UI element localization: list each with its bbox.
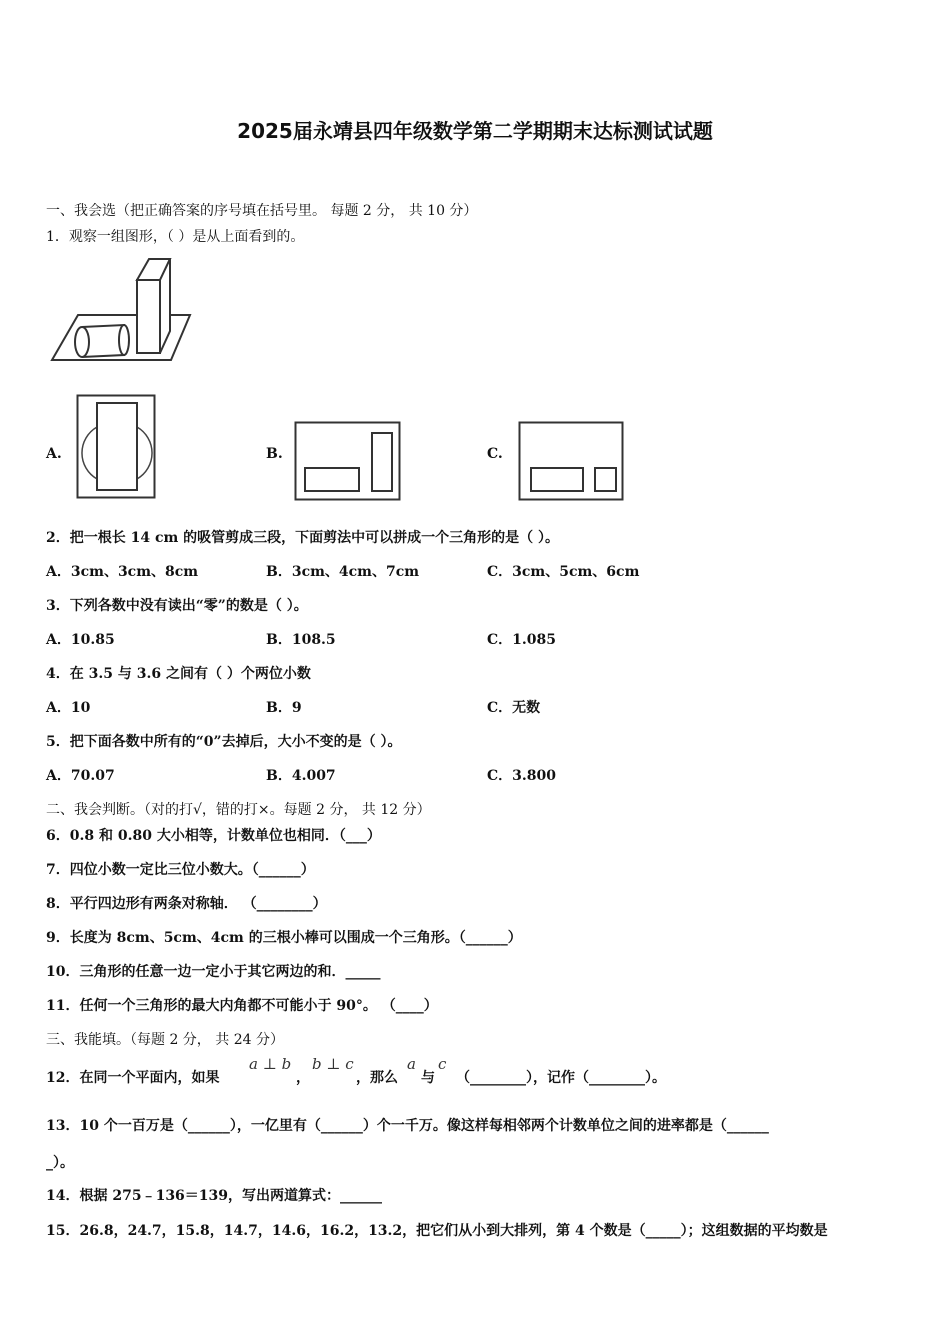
q3-option-c: C．1.085 [487, 632, 556, 648]
question-9: 9．长度为 8cm、5cm、4cm 的三根小棒可以围成一个三角形。（______） [46, 930, 522, 946]
question-3: 3．下列各数中没有读出“零”的数是（ ）。 [46, 598, 308, 614]
q12-suffix: （________），记作（________）。 [456, 1070, 666, 1086]
question-7: 7．四位小数一定比三位小数大。（______） [46, 862, 315, 878]
question-4: 4．在 3.5 与 3.6 之间有（ ）个两位小数 [46, 666, 311, 682]
question-5: 5．把下面各数中所有的“0”去掉后，大小不变的是（ ）。 [46, 734, 402, 750]
question-13-line-2: _）。 [46, 1155, 74, 1171]
question-13-line-1: 13．10 个一百万是（______），一亿里有（______）个一千万。像这样每相邻两个计数单位之间的进率都是（______ [46, 1118, 769, 1134]
q2-option-c: C．3cm、5cm、6cm [487, 564, 640, 580]
q12-yu: 与 [421, 1070, 435, 1086]
q2-option-a: A．3cm、3cm、8cm [46, 564, 199, 580]
question-14: 14．根据 275﹣136＝139，写出两道算式：______ [46, 1188, 383, 1204]
q3-option-a: A．10.85 [46, 632, 115, 648]
question-15: 15．26.8，24.7，15.8，14.7，14.6，16.2，13.2，把它们从小到大排列，第 4 个数是（_____）；这组数据的平均数是 [46, 1223, 828, 1239]
q12-separator: ， [296, 1070, 310, 1086]
q1-option-b-label: B. [266, 446, 283, 462]
q5-option-c: C．3.800 [487, 768, 556, 784]
q1-option-a-label: A. [46, 446, 62, 462]
q12-then: ，那么 [356, 1070, 398, 1086]
question-1: 1．观察一组图形，（ ）是从上面看到的。 [46, 229, 305, 245]
section-2-heading: 二、我会判断。（对的打√，错的打×。每题 2 分， 共 12 分） [46, 802, 431, 818]
q3-option-b: B．108.5 [266, 632, 336, 648]
q4-option-c: C．无数 [487, 700, 541, 716]
page-title: 2025届永靖县四年级数学第二学期期末达标测试试题 [237, 119, 713, 143]
q5-option-b: B．4.007 [266, 768, 336, 784]
question-10: 10．三角形的任意一边一定小于其它两边的和．_____ [46, 964, 381, 980]
q2-option-b: B．3cm、4cm、7cm [266, 564, 420, 580]
q12-math-b-perp-c: b ⊥ c [312, 1055, 354, 1073]
q1-option-a-figure [76, 394, 158, 500]
q12-math-a: a [407, 1055, 416, 1073]
question-6: 6．0.8 和 0.80 大小相等，计数单位也相同．（___） [46, 828, 381, 844]
question-12-prefix: 12．在同一个平面内，如果 [46, 1070, 220, 1086]
section-3-heading: 三、我能填。（每题 2 分， 共 24 分） [46, 1032, 284, 1048]
q4-option-b: B．9 [266, 700, 302, 716]
q1-option-b-figure [294, 421, 402, 501]
q1-option-c-label: C. [487, 446, 503, 462]
q1-option-c-figure [518, 421, 625, 501]
q5-option-a: A．70.07 [46, 768, 115, 784]
section-1-heading: 一、我会选（把正确答案的序号填在括号里。 每题 2 分， 共 10 分） [46, 203, 478, 219]
q4-option-a: A．10 [46, 700, 91, 716]
question-8: 8．平行四边形有两条对称轴． （________） [46, 896, 327, 912]
q12-math-a-perp-b: a ⊥ b [249, 1055, 292, 1073]
question-2: 2．把一根长 14 cm 的吸管剪成三段，下面剪法中可以拼成一个三角形的是（ ）。 [46, 530, 560, 546]
question-11: 11．任何一个三角形的最大内角都不可能小于 90°。 （____） [46, 998, 438, 1014]
q1-3d-figure [48, 255, 194, 365]
q12-math-c: c [438, 1055, 447, 1073]
